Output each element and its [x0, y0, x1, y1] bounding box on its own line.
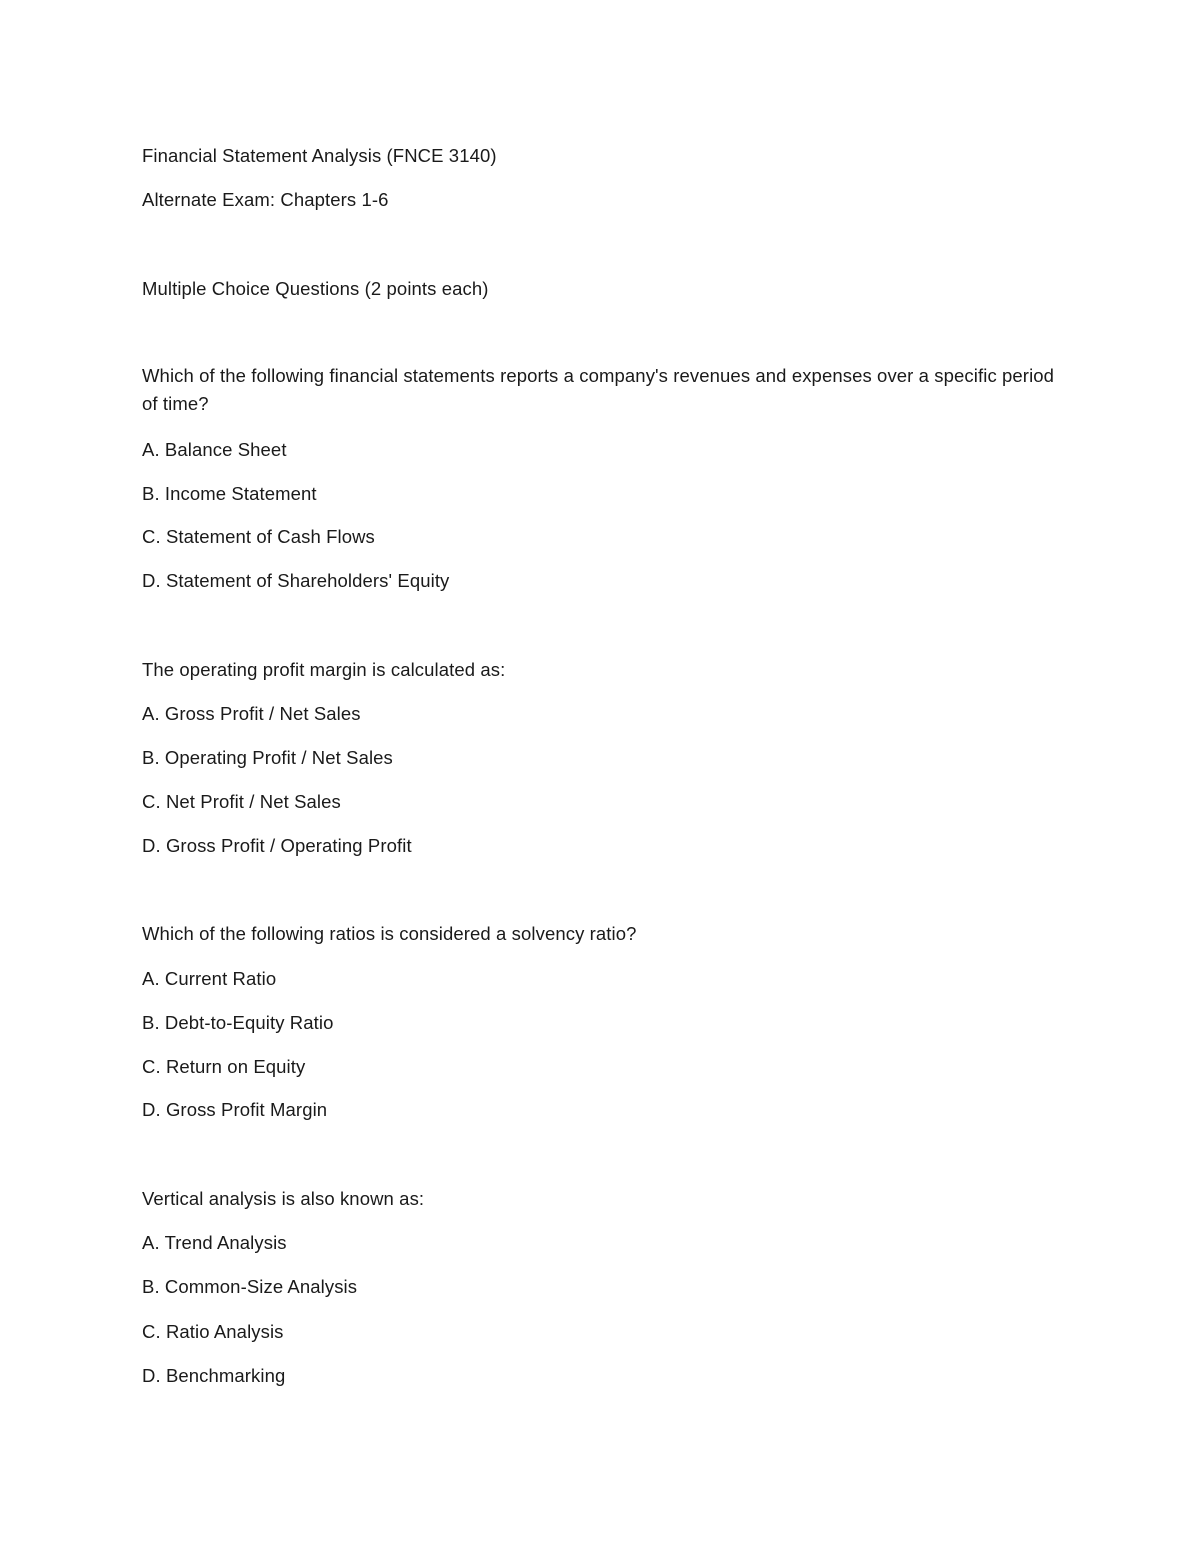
- question-4-option-a: A. Trend Analysis: [142, 1232, 287, 1253]
- exam-title: Alternate Exam: Chapters 1-6: [142, 189, 389, 210]
- question-3-option-b: B. Debt-to-Equity Ratio: [142, 1012, 334, 1033]
- question-1-option-b: B. Income Statement: [142, 483, 317, 504]
- question-3-option-c: C. Return on Equity: [142, 1056, 306, 1077]
- question-1-option-d: D. Statement of Shareholders' Equity: [142, 570, 450, 591]
- question-2-option-c: C. Net Profit / Net Sales: [142, 791, 341, 812]
- question-4-option-b: B. Common-Size Analysis: [142, 1276, 358, 1297]
- course-title: Financial Statement Analysis (FNCE 3140): [142, 145, 497, 166]
- section-title: Multiple Choice Questions (2 points each): [142, 278, 489, 299]
- question-3-option-a: A. Current Ratio: [142, 968, 277, 989]
- question-4-option-c: C. Ratio Analysis: [142, 1321, 284, 1342]
- question-4-prompt: Vertical analysis is also known as:: [142, 1188, 425, 1209]
- question-2-prompt: The operating profit margin is calculated as:: [142, 659, 506, 680]
- question-3-prompt: Which of the following ratios is considered a solvency ratio?: [142, 923, 637, 944]
- question-1-option-c: C. Statement of Cash Flows: [142, 526, 375, 547]
- question-3-option-d: D. Gross Profit Margin: [142, 1099, 328, 1120]
- question-2-option-a: A. Gross Profit / Net Sales: [142, 703, 361, 724]
- question-4-option-d: D. Benchmarking: [142, 1365, 286, 1386]
- question-2-option-b: B. Operating Profit / Net Sales: [142, 747, 393, 768]
- question-2-option-d: D. Gross Profit / Operating Profit: [142, 835, 412, 856]
- question-1-option-a: A. Balance Sheet: [142, 439, 287, 460]
- question-1-prompt: Which of the following financial statements reports a company's revenues and expenses over a specific period of time?: [142, 365, 1055, 414]
